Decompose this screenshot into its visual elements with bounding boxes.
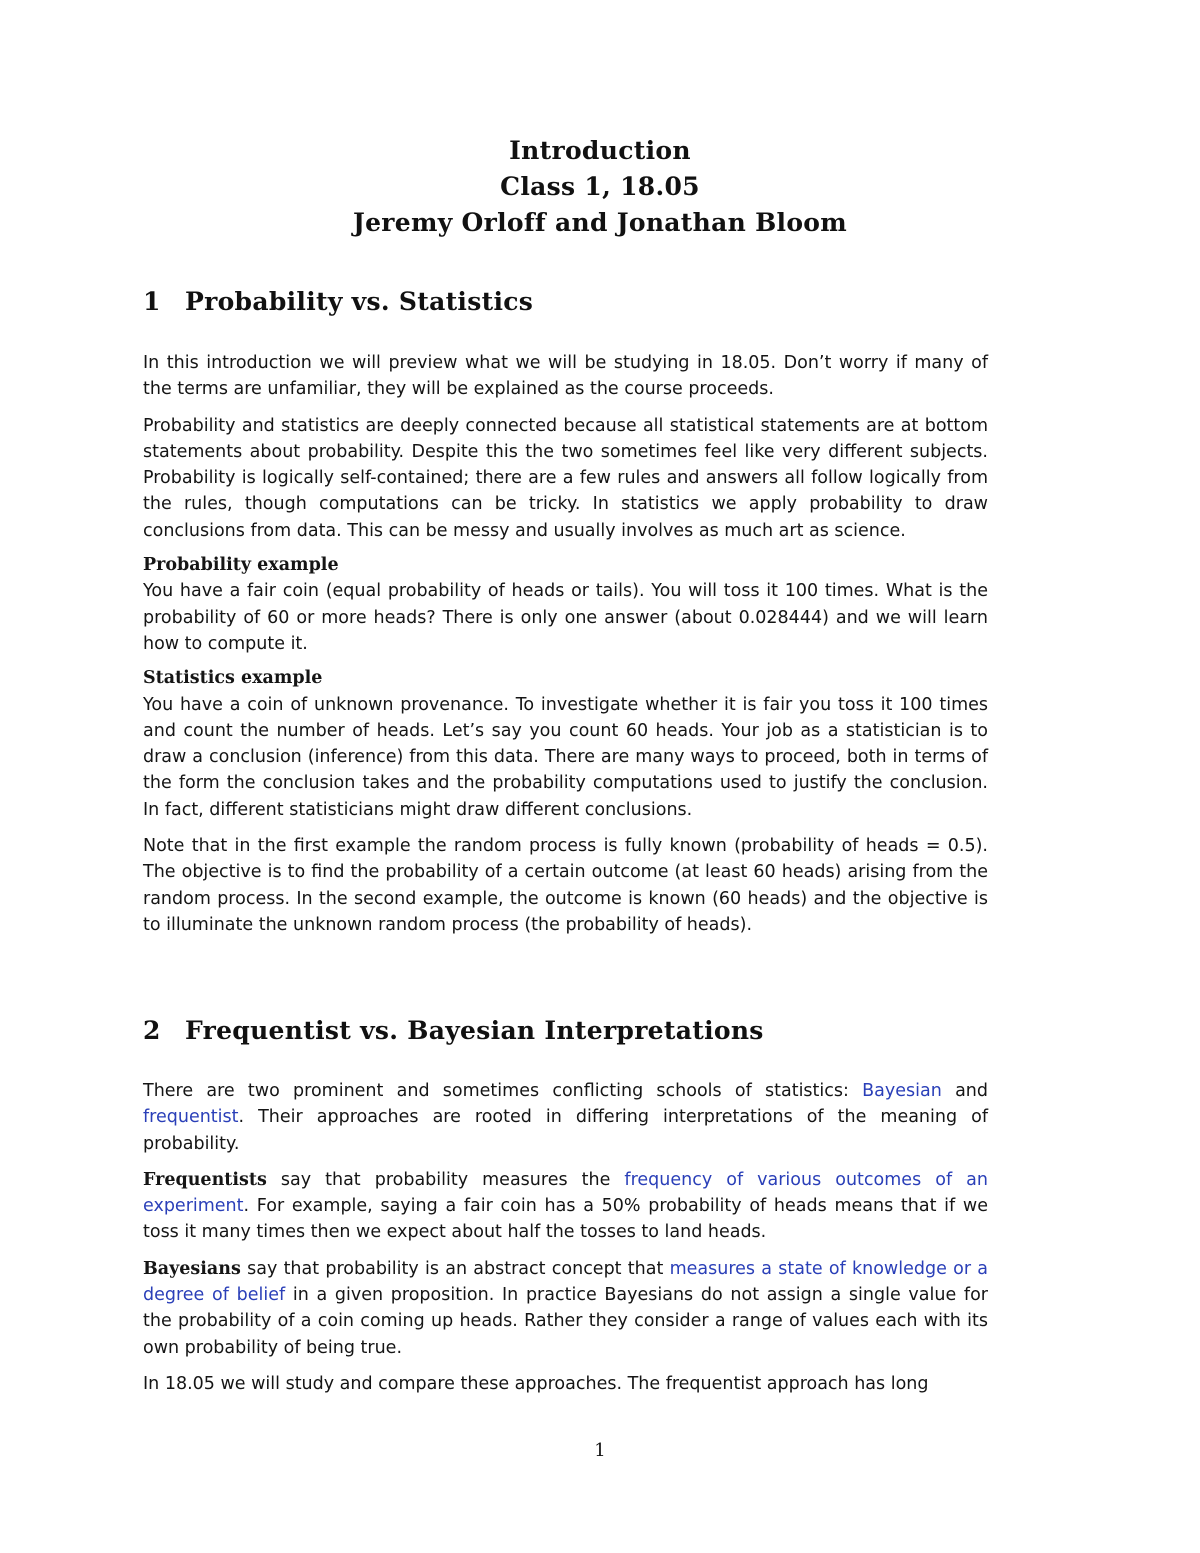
- link-state-of-knowledge[interactable]: measures a state of knowledge or a degree of belief: [143, 1258, 988, 1306]
- probability-example: [143, 552, 988, 657]
- probability-example-heading: Probability example: [143, 555, 339, 576]
- section-1-paragraph-2: Probability and statistics are deeply connected because all statistical statements are at bottom statements about probability. Despite this the two sometimes feel like very different subjects. Probability is logically self-contained; there are a few rules and answers all follow logically from the rules, though computations can be tricky. In statistics we apply probability to draw conclusions from data. This can be messy and usually involves as much art as science.: [143, 415, 988, 541]
- page-number: 1: [594, 1440, 606, 1461]
- section-2-paragraph-2: [143, 1167, 988, 1246]
- class-line: Class 1, 18.05: [500, 172, 700, 201]
- link-frequentist[interactable]: frequentist: [143, 1107, 239, 1128]
- statistics-example-heading: Statistics example: [143, 668, 323, 689]
- text-run: say that probability is an abstract concept that: [240, 1258, 670, 1279]
- section-2-heading: [143, 1014, 764, 1048]
- section-1-paragraph-3: Note that in the first example the random process is fully known (probability of heads = 0.5). The objective is to find the probability of a certain outcome (at least 60 heads) arising from the random process. In the second example, the outcome is known (60 heads) and the objective is to illuminate the unknown random process (the probability of heads).: [143, 836, 988, 935]
- term-frequentists: Frequentists: [143, 1169, 267, 1190]
- text-run: in a given proposition. In practice Bayesians do not assign a single value for the probability of a coin coming up heads. Rather they consider a range of values each with its own probability of being true.: [143, 1285, 988, 1358]
- section-1-number: 1: [143, 287, 161, 316]
- document-title: Introduction: [509, 136, 691, 165]
- link-frequency-of-outcomes[interactable]: frequency of various outcomes of an experiment: [143, 1169, 988, 1217]
- section-2-paragraph-3: [143, 1256, 988, 1361]
- text-run: . Their approaches are rooted in differing interpretations of the meaning of probability.: [143, 1107, 988, 1154]
- section-1-body: [143, 350, 988, 938]
- authors: Jeremy Orloff and Jonathan Bloom: [352, 208, 848, 237]
- term-bayesians: Bayesians: [143, 1258, 241, 1279]
- text-run: say that probability measures the: [266, 1169, 625, 1190]
- probability-example-text: You have a fair coin (equal probability of heads or tails). You will toss it 100 times. What is the probability of 60 or more heads? There is only one answer (about 0.028444) and we will learn how to compute it.: [143, 581, 988, 654]
- section-2-number: 2: [143, 1016, 161, 1045]
- link-bayesian[interactable]: Bayesian: [862, 1081, 942, 1101]
- text-run: and: [941, 1081, 988, 1101]
- statistics-example-text: You have a coin of unknown provenance. To investigate whether it is fair you toss it 100 times and count the number of heads. Let’s say you count 60 heads. Your job as a statistician is to draw a conclusion (inference) from this data. There are many ways to proceed, both in terms of the form the conclusion takes and the probability computations used to justify the conclusion. In fact, different statisticians might draw different conclusions.: [143, 694, 988, 820]
- text-run: . For example, saying a fair coin has a 50% probability of heads means that if we toss it many times then we expect about half the tosses to land heads.: [143, 1196, 988, 1243]
- section-2-paragraph-1: [143, 1078, 988, 1157]
- section-1-title: Probability vs. Statistics: [185, 287, 534, 316]
- statistics-example: [143, 665, 988, 823]
- text-run: There are two prominent and sometimes conflicting schools of statistics:: [143, 1081, 863, 1101]
- title-block: [0, 133, 1200, 241]
- section-2-paragraph-4: In 18.05 we will study and compare these approaches. The frequentist approach has long: [143, 1373, 929, 1394]
- section-1-heading: [143, 285, 533, 319]
- section-2-body: [143, 1078, 988, 1397]
- section-2-title: Frequentist vs. Bayesian Interpretations: [185, 1016, 764, 1045]
- section-1-paragraph-1: In this introduction we will preview what we will be studying in 18.05. Don’t worry if many of the terms are unfamiliar, they will be explained as the course proceeds.: [143, 353, 988, 400]
